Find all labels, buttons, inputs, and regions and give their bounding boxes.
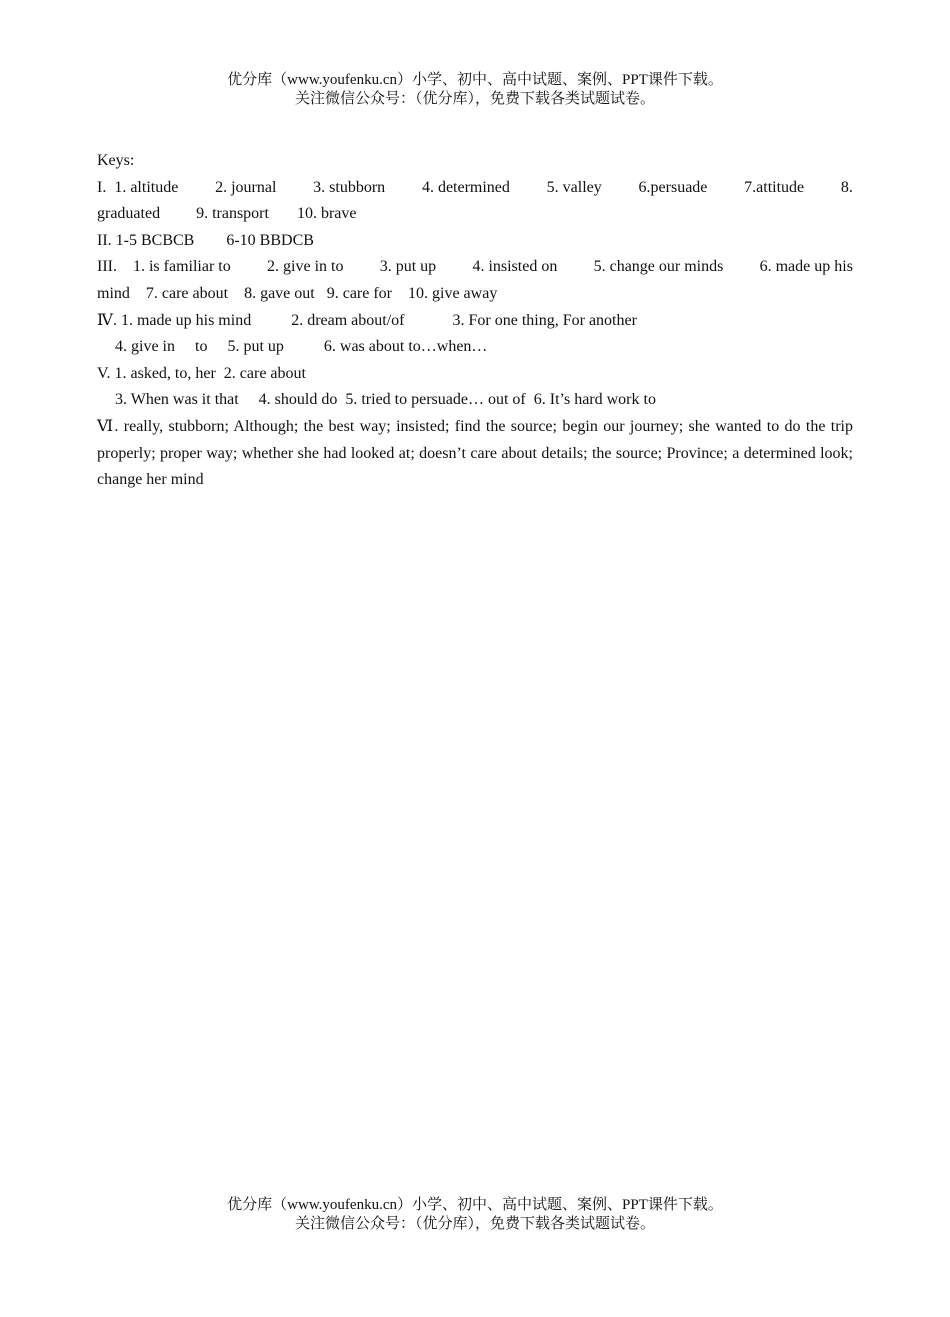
header-line-1: 优分库（www.youfenku.cn）小学、初中、高中试题、案例、PPT课件下载。 (227, 72, 723, 88)
section-3-line-2: mind 7. care about 8. gave out 9. care for 10. give away (97, 284, 498, 302)
footer-line-2: 关注微信公众号：（优分库），免费下载各类试题试卷。 (294, 1216, 655, 1232)
section-3-item: 3. put up (379, 258, 437, 276)
section-1-item: I. 1. altitude (97, 178, 179, 196)
section-4-line-2: 4. give in to 5. put up 6. was about to…when… (115, 338, 488, 356)
section-4-line-1: Ⅳ. 1. made up his mind 2. dream about/of 3. For one thing, For another (97, 311, 637, 329)
section-3-item: 2. give in to (267, 258, 344, 276)
section-2: II. 1-5 BCBCB 6-10 BBDCB (97, 231, 314, 249)
section-1-item: 5. valley (546, 178, 602, 196)
section-3-line-1 (97, 254, 853, 281)
section-1-line-2: graduated 9. transport 10. brave (97, 205, 357, 223)
section-5-line-2: 3. When was it that 4. should do 5. tried to persuade… out of 6. It’s hard work to (115, 391, 656, 409)
section-3-item: 4. insisted on (472, 258, 558, 276)
section-1-item: 3. stubborn (313, 178, 386, 196)
section-3-item: 6. made up his (759, 258, 853, 276)
section-1-item: 4. determined (421, 178, 510, 196)
section-1-line-1 (97, 175, 853, 202)
section-5-line-1: V. 1. asked, to, her 2. care about (97, 364, 306, 382)
page-header (0, 71, 950, 109)
header-line-2: 关注微信公众号：（优分库），免费下载各类试题试卷。 (294, 91, 655, 107)
section-3-item: III. 1. is familiar to (97, 258, 231, 276)
section-3-item: 5. change our minds (593, 258, 724, 276)
footer-line-1: 优分库（www.youfenku.cn）小学、初中、高中试题、案例、PPT课件下载。 (227, 1197, 723, 1213)
answer-keys (97, 148, 853, 494)
section-1-item: 8. (840, 178, 853, 196)
keys-title: Keys: (97, 152, 135, 169)
section-1-item: 6.persuade (638, 178, 708, 196)
page-footer (0, 1196, 950, 1234)
section-1-item: 7.attitude (744, 178, 805, 196)
section-1-item: 2. journal (215, 178, 277, 196)
section-6: Ⅵ. really, stubborn; Although; the best way; insisted; find the source; begin our journey; she wanted to do the trip properly; proper way; whether she had looked at; doesn’t care about details; the source; Province; a determined look; change her mind (97, 417, 853, 489)
